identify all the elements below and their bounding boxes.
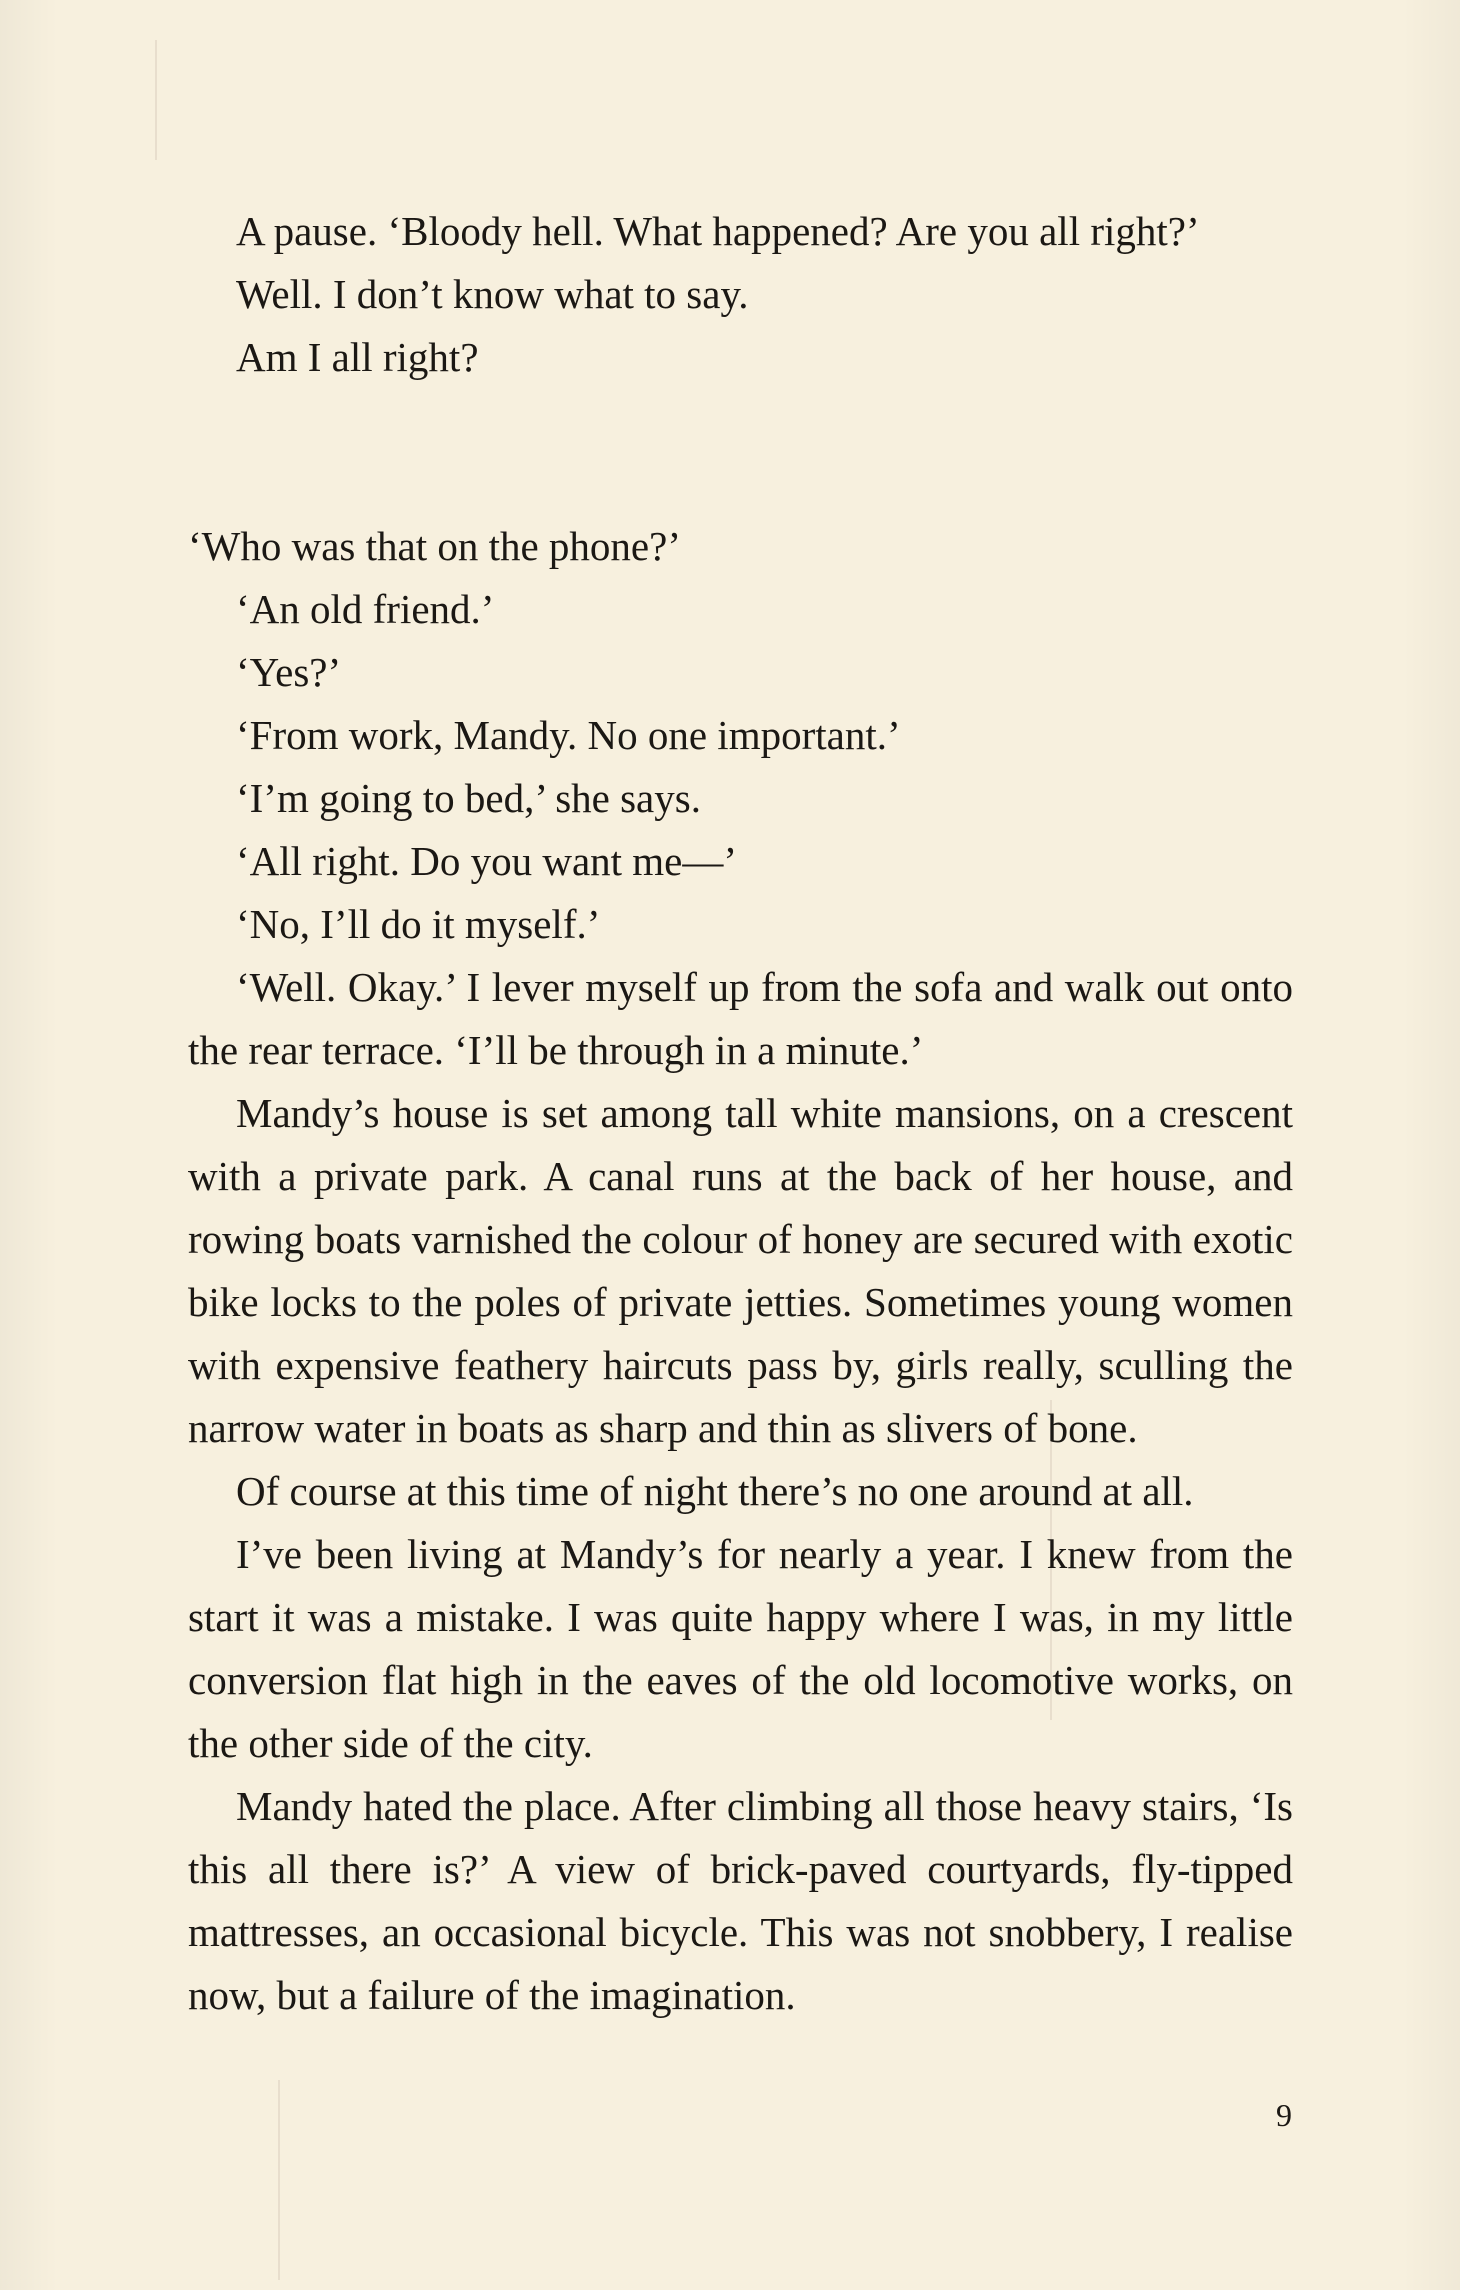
paragraph: Am I all right? (236, 334, 479, 380)
page-number: 9 (1276, 2097, 1292, 2133)
paragraph: I’ve been living at Mandy’s for nearly a year. I knew from the start it was a mistake. I was quite happy where I was, in my little conversion flat high in the eaves of the old locomotive works, on the other side of the city. (188, 1531, 1293, 1766)
paper-mark (278, 2080, 280, 2280)
paragraph: Of course at this time of night there’s no one around at all. (236, 1468, 1194, 1514)
paragraph: ‘Yes?’ (236, 649, 342, 695)
paragraph: ‘An old friend.’ (236, 586, 495, 632)
paragraph: ‘Who was that on the phone?’ (188, 523, 681, 569)
paragraph: ‘From work, Mandy. No one important.’ (236, 712, 901, 758)
paragraph: Well. I don’t know what to say. (236, 271, 749, 317)
paragraph: ‘No, I’ll do it myself.’ (236, 901, 601, 947)
section-break (188, 389, 1293, 515)
paragraph: Mandy’s house is set among tall white mansions, on a crescent with a private park. A canal runs at the back of her house, and rowing boats varnished the colour of honey are secured with exotic bike locks to the poles of private jetties. Sometimes young women with expensive feathery haircuts pass by, girls really, sculling the narrow water in boats as sharp and thin as slivers of bone. (188, 1090, 1293, 1451)
paragraph: ‘I’m going to bed,’ she says. (236, 775, 701, 821)
paragraph: A pause. ‘Bloody hell. What happened? Are you all right?’ (236, 208, 1200, 254)
paragraph: ‘Well. Okay.’ I lever myself up from the sofa and walk out onto the rear terrace. ‘I’ll be through in a minute.’ (188, 964, 1293, 1073)
paper-mark (155, 40, 157, 160)
body-text (188, 200, 1293, 2027)
paragraph: ‘All right. Do you want me—’ (236, 838, 738, 884)
paragraph: Mandy hated the place. After climbing all those heavy stairs, ‘Is this all there is?’ A view of brick-paved courtyards, fly-tipped mattresses, an occasional bicycle. This was not snobbery, I realise now, but a failure of the imagination. (188, 1783, 1293, 2018)
